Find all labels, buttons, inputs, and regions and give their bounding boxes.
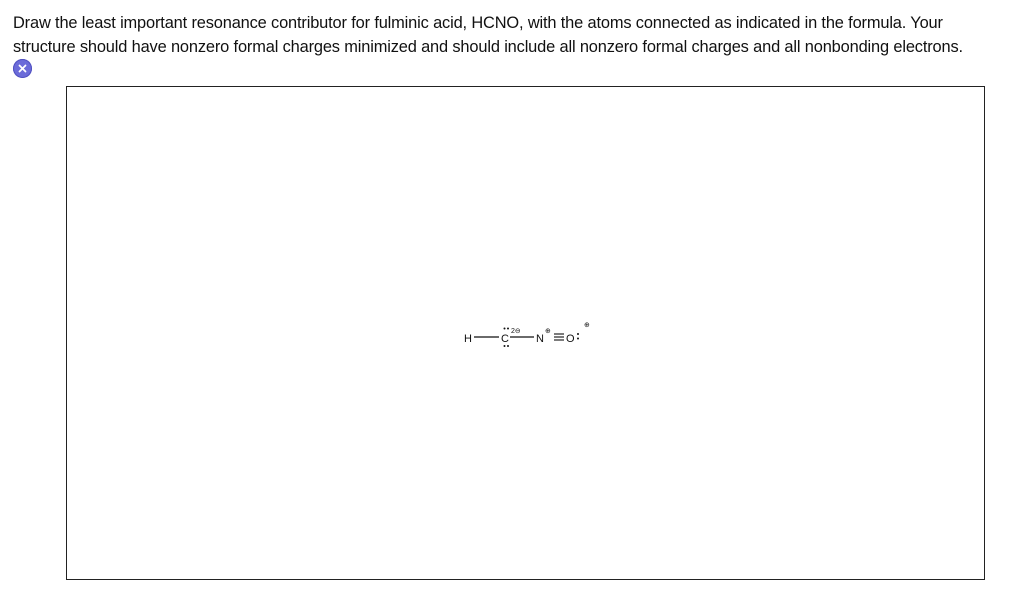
oxygen-lone-pair [577, 333, 579, 340]
question-line-2: structure should have nonzero formal charges minimized and should include all nonzero formal charges and all nonbonding electrons. [13, 38, 963, 56]
drawing-canvas[interactable] [66, 86, 985, 580]
atom-c: C [501, 333, 509, 345]
question-line-1: Draw the least important resonance contributor for fulminic acid, HCNO, with the atoms connected as indicated in the formula. Your [13, 14, 943, 32]
close-icon [18, 64, 27, 73]
atom-h: H [464, 333, 472, 345]
incorrect-status-icon[interactable] [13, 59, 32, 78]
charge-n: ⊕ [545, 328, 551, 335]
bond-n-o-triple [554, 334, 564, 340]
question-text [13, 11, 1013, 59]
atom-o: O [566, 333, 575, 345]
atom-n: N [536, 333, 544, 345]
molecule-structure [67, 87, 984, 579]
charge-o: ⊕ [584, 322, 590, 329]
charge-c: 2⊖ [511, 328, 521, 335]
